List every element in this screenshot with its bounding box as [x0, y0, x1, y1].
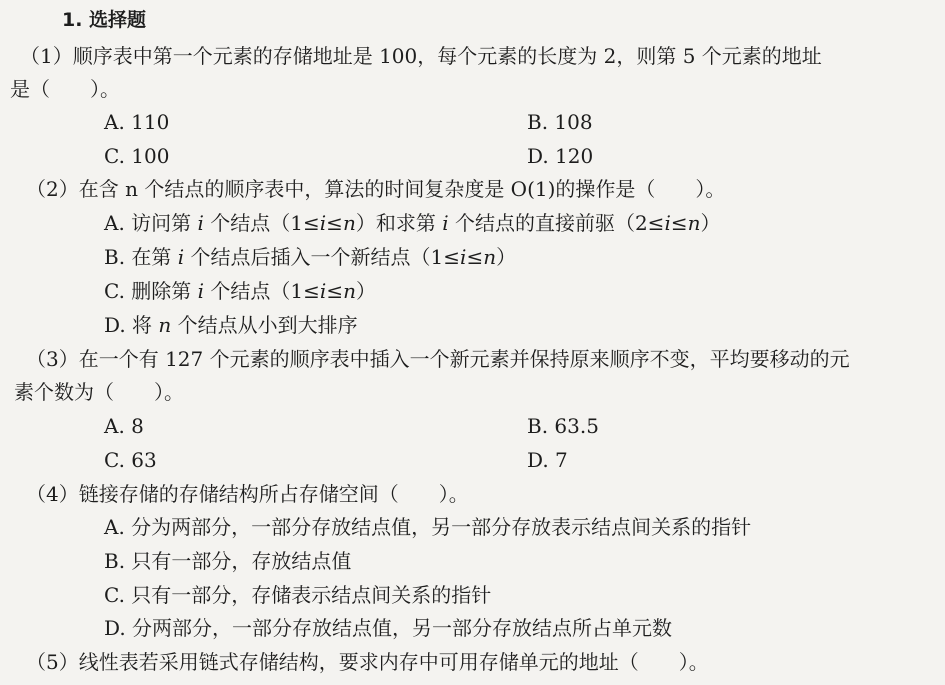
- q2-stem: （2）在含 n 个结点的顺序表中，算法的时间复杂度是 O(1)的操作是（ ）。: [26, 177, 726, 201]
- q1-option-d: D. 120: [527, 144, 594, 168]
- q3-option-a: A. 8: [104, 414, 144, 438]
- q1-option-c: C. 100: [104, 144, 170, 168]
- q2-option-a: A. 访问第 i 个结点（1≤i≤n）和求第 i 个结点的直接前驱（2≤i≤n）: [104, 211, 721, 235]
- q3-stem-line1: （3）在一个有 127 个元素的顺序表中插入一个新元素并保持原来顺序不变，平均要移动的元: [26, 347, 850, 371]
- q4-option-b: B. 只有一部分，存放结点值: [104, 549, 352, 573]
- q2-option-c: C. 删除第 i 个结点（1≤i≤n）: [104, 279, 376, 303]
- q1-stem-line2: 是（ ）。: [10, 77, 120, 101]
- q1-option-a: A. 110: [104, 110, 170, 134]
- q3-option-d: D. 7: [527, 448, 568, 472]
- q5-stem: （5）线性表若采用链式存储结构，要求内存中可用存储单元的地址（ ）。: [26, 650, 709, 674]
- q1-stem-line1: （1）顺序表中第一个元素的存储地址是 100，每个元素的长度为 2，则第 5 个元素的地址: [20, 44, 822, 68]
- q3-option-c: C. 63: [104, 448, 157, 472]
- q4-option-d: D. 分两部分，一部分存放结点值，另一部分存放结点所占单元数: [104, 616, 673, 640]
- section-title: 1. 选择题: [62, 9, 147, 31]
- q1-option-b: B. 108: [527, 110, 593, 134]
- q3-option-b: B. 63.5: [527, 414, 599, 438]
- q4-option-c: C. 只有一部分，存储表示结点间关系的指针: [104, 583, 492, 607]
- q4-option-a: A. 分为两部分，一部分存放结点值，另一部分存放表示结点间关系的指针: [104, 515, 752, 539]
- q3-stem-line2: 素个数为（ ）。: [14, 380, 184, 404]
- q4-stem: （4）链接存储的存储结构所占存储空间（ ）。: [26, 482, 469, 506]
- q2-option-b: B. 在第 i 个结点后插入一个新结点（1≤i≤n）: [104, 245, 517, 269]
- q2-option-d: D. 将 n 个结点从小到大排序: [104, 313, 358, 337]
